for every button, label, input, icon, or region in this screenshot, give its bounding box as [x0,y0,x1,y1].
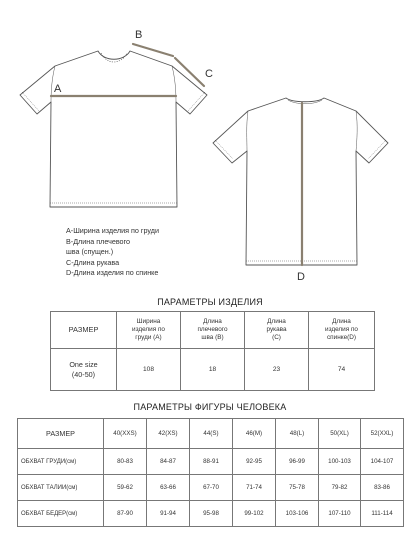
table-header-row [18,419,404,449]
table-cell: 59-62 [104,475,147,501]
table-cell: 92-95 [233,449,276,475]
table-cell: 71-74 [233,475,276,501]
table-cell: 80-83 [104,449,147,475]
header-line: спинке(D) [326,334,357,341]
measurement-legend [66,226,159,279]
column-header: 46(M) [233,419,276,449]
table-row [18,475,404,501]
table-cell: 104-107 [361,449,404,475]
table-row [18,449,404,475]
column-header: 40(XXS) [104,419,147,449]
legend-item: В-Длина плечевого [66,236,131,246]
column-header [181,312,245,349]
table-header-row [51,312,375,349]
size-header: РАЗМЕР [18,419,104,449]
table-cell: 91-94 [147,501,190,527]
column-header [117,312,181,349]
table-cell: 84-87 [147,449,190,475]
table-cell: 88-91 [190,449,233,475]
header-line: груди (А) [135,334,162,341]
value-cell: 23 [245,349,309,391]
legend-item: D-Длина изделия по спинке [66,268,159,278]
header-line: шва (В) [201,334,224,341]
header-line: Длина [267,318,286,325]
size-line: (40-50) [71,369,96,379]
header-line: Ширина [136,318,161,325]
value-cell: 108 [117,349,181,391]
value-cell: 18 [181,349,245,391]
label-a: A [54,83,62,95]
table-cell: 107-110 [319,501,361,527]
legend-item: А-Ширина изделия по груди [66,226,159,235]
table-cell: 75-78 [276,475,319,501]
column-header: 48(L) [276,419,319,449]
header-line: (С) [272,334,281,341]
table-row [51,349,375,391]
column-header: 50(XL) [319,419,361,449]
table-cell: 67-70 [190,475,233,501]
value-cell: 74 [309,349,375,391]
table-cell: 100-103 [319,449,361,475]
label-c: C [205,68,213,80]
header-line: рукава [266,326,287,333]
header-line: плечевого [197,326,228,333]
measure-lines-front [51,44,204,96]
table-cell: 79-82 [319,475,361,501]
column-header [245,312,309,349]
label-d: D [297,271,305,283]
column-header: 42(XS) [147,419,190,449]
row-header: ОБХВАТ ТАЛИИ(см) [18,475,104,501]
table-cell: 63-66 [147,475,190,501]
header-line: изделия по [325,326,358,333]
column-header [309,312,375,349]
header-line: Длина [203,318,222,325]
table-cell: 87-90 [104,501,147,527]
figure-params-title: ПАРАМЕТРЫ ФИГУРЫ ЧЕЛОВЕКА [133,402,287,412]
legend-item: С-Длина рукава [66,257,120,267]
tshirt-back [213,98,388,265]
size-line: One size [69,359,98,369]
table-cell: 83-86 [361,475,404,501]
row-header: ОБХВАТ БЕДЕР(см) [18,501,104,527]
row-header: ОБХВАТ ГРУДИ(см) [18,449,104,475]
header-line: изделия по [132,326,165,333]
label-b: B [135,29,143,41]
size-cell [51,349,117,391]
table-cell: 96-99 [276,449,319,475]
table-cell: 111-114 [361,501,404,527]
figure-params-table [17,418,404,527]
product-params-title: ПАРАМЕТРЫ ИЗДЕЛИЯ [157,297,263,307]
column-header: 44(S) [190,419,233,449]
table-cell: 95-98 [190,501,233,527]
size-header: РАЗМЕР [51,312,117,349]
table-row [18,501,404,527]
product-params-table [50,311,375,391]
tshirt-front [20,51,207,207]
table-cell: 103-106 [276,501,319,527]
legend-item: шва (спущен.) [66,247,114,257]
header-line: Длина [332,318,351,325]
column-header: 52(XXL) [361,419,404,449]
table-cell: 99-102 [233,501,276,527]
